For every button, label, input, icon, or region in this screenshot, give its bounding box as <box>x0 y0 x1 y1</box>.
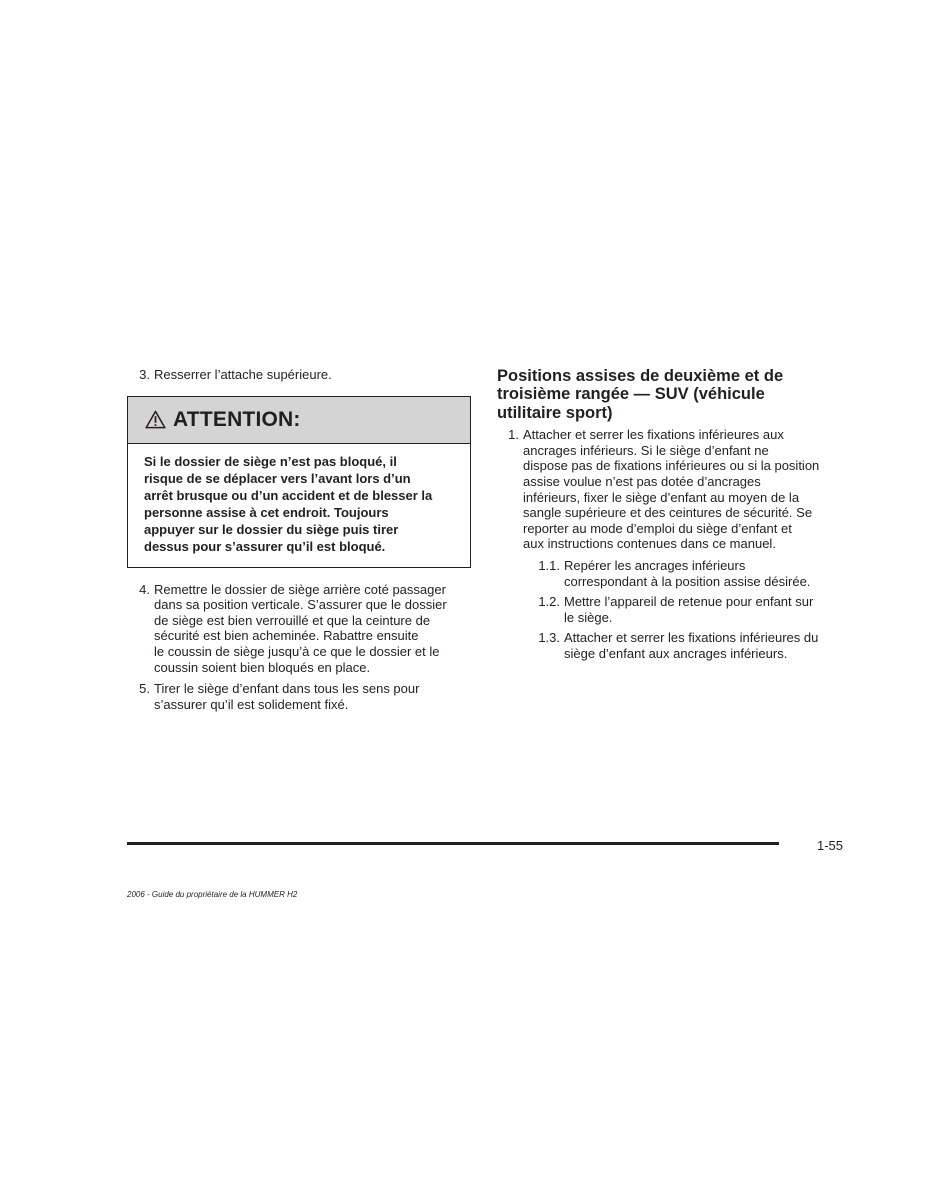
substep-number: 1.3. <box>538 630 560 646</box>
attention-title: ATTENTION: <box>173 407 301 431</box>
step-5 <box>127 681 471 712</box>
step-text: Resserrer l’attache supérieure. <box>154 367 332 382</box>
substep-1-3 <box>523 630 842 661</box>
substep-number: 1.1. <box>538 557 560 573</box>
step-text: Tirer le siège d’enfant dans tous les sens pour s’assurer qu’il est solidement fixé. <box>154 681 420 712</box>
horizontal-rule <box>127 842 779 845</box>
left-column <box>127 367 471 718</box>
step-4 <box>127 582 471 676</box>
step-1 <box>497 427 842 552</box>
substep-text: Attacher et serrer les fixations inférieures du siège d’enfant aux ancrages inférieurs. <box>564 630 819 661</box>
substep-text: Mettre l’appareil de retenue pour enfant sur le siège. <box>564 594 814 625</box>
attention-header <box>128 397 470 444</box>
footer-text: 2006 - Guide du propriétaire de la HUMMER H2 <box>127 890 298 899</box>
section-title: Positions assises de deuxième et de troisième rangée — SUV (véhicule utilitaire sport) <box>497 367 784 422</box>
step-text: Remettre le dossier de siège arrière coté passager dans sa position verticale. S’assurer que le dossier de siège est bien verrouillé et que la ceinture de sécurité est bien acheminée. Rabattre ensuite le coussin de siège jusqu’à ce que le dossier et le coussin soient bien bloqués en place. <box>154 581 447 675</box>
substep-1-1 <box>523 558 842 589</box>
step-number: 1. <box>508 427 519 443</box>
step-number: 5. <box>139 681 150 697</box>
attention-box <box>127 396 471 568</box>
step-3 <box>127 367 471 383</box>
substep-number: 1.2. <box>538 594 560 610</box>
step-number: 3. <box>139 367 150 382</box>
warning-triangle-icon <box>145 410 166 429</box>
step-number: 4. <box>139 581 150 597</box>
page-number: 1-55 <box>816 838 843 853</box>
step-text: Attacher et serrer les fixations inférieures aux ancrages inférieurs. Si le siège d’enfant ne dispose pas de fixations inférieures ou si la position assise voulue n’est pas dotée d’ancrages inférieurs, fixer le siège d’enfant au moyen de la sangle supérieure et des ceintures de sécurité. Se reporter au mode d’emploi du siège d’enfant et aux instructions contenues dans ce manuel. <box>523 427 820 552</box>
attention-body: Si le dossier de siège n’est pas bloqué, il risque de se déplacer vers l’avant lors d’un arrêt brusque ou d’un accident et de blesser la personne assise à cet endroit. Toujours appuyer sur le dossier du siège puis tirer dessus pour s’assurer qu’il est bloqué. <box>144 453 433 554</box>
substep-text: Repérer les ancrages inférieurs correspondant à la position assise désirée. <box>564 557 811 589</box>
substep-1-2 <box>523 594 842 625</box>
right-column <box>497 367 842 667</box>
